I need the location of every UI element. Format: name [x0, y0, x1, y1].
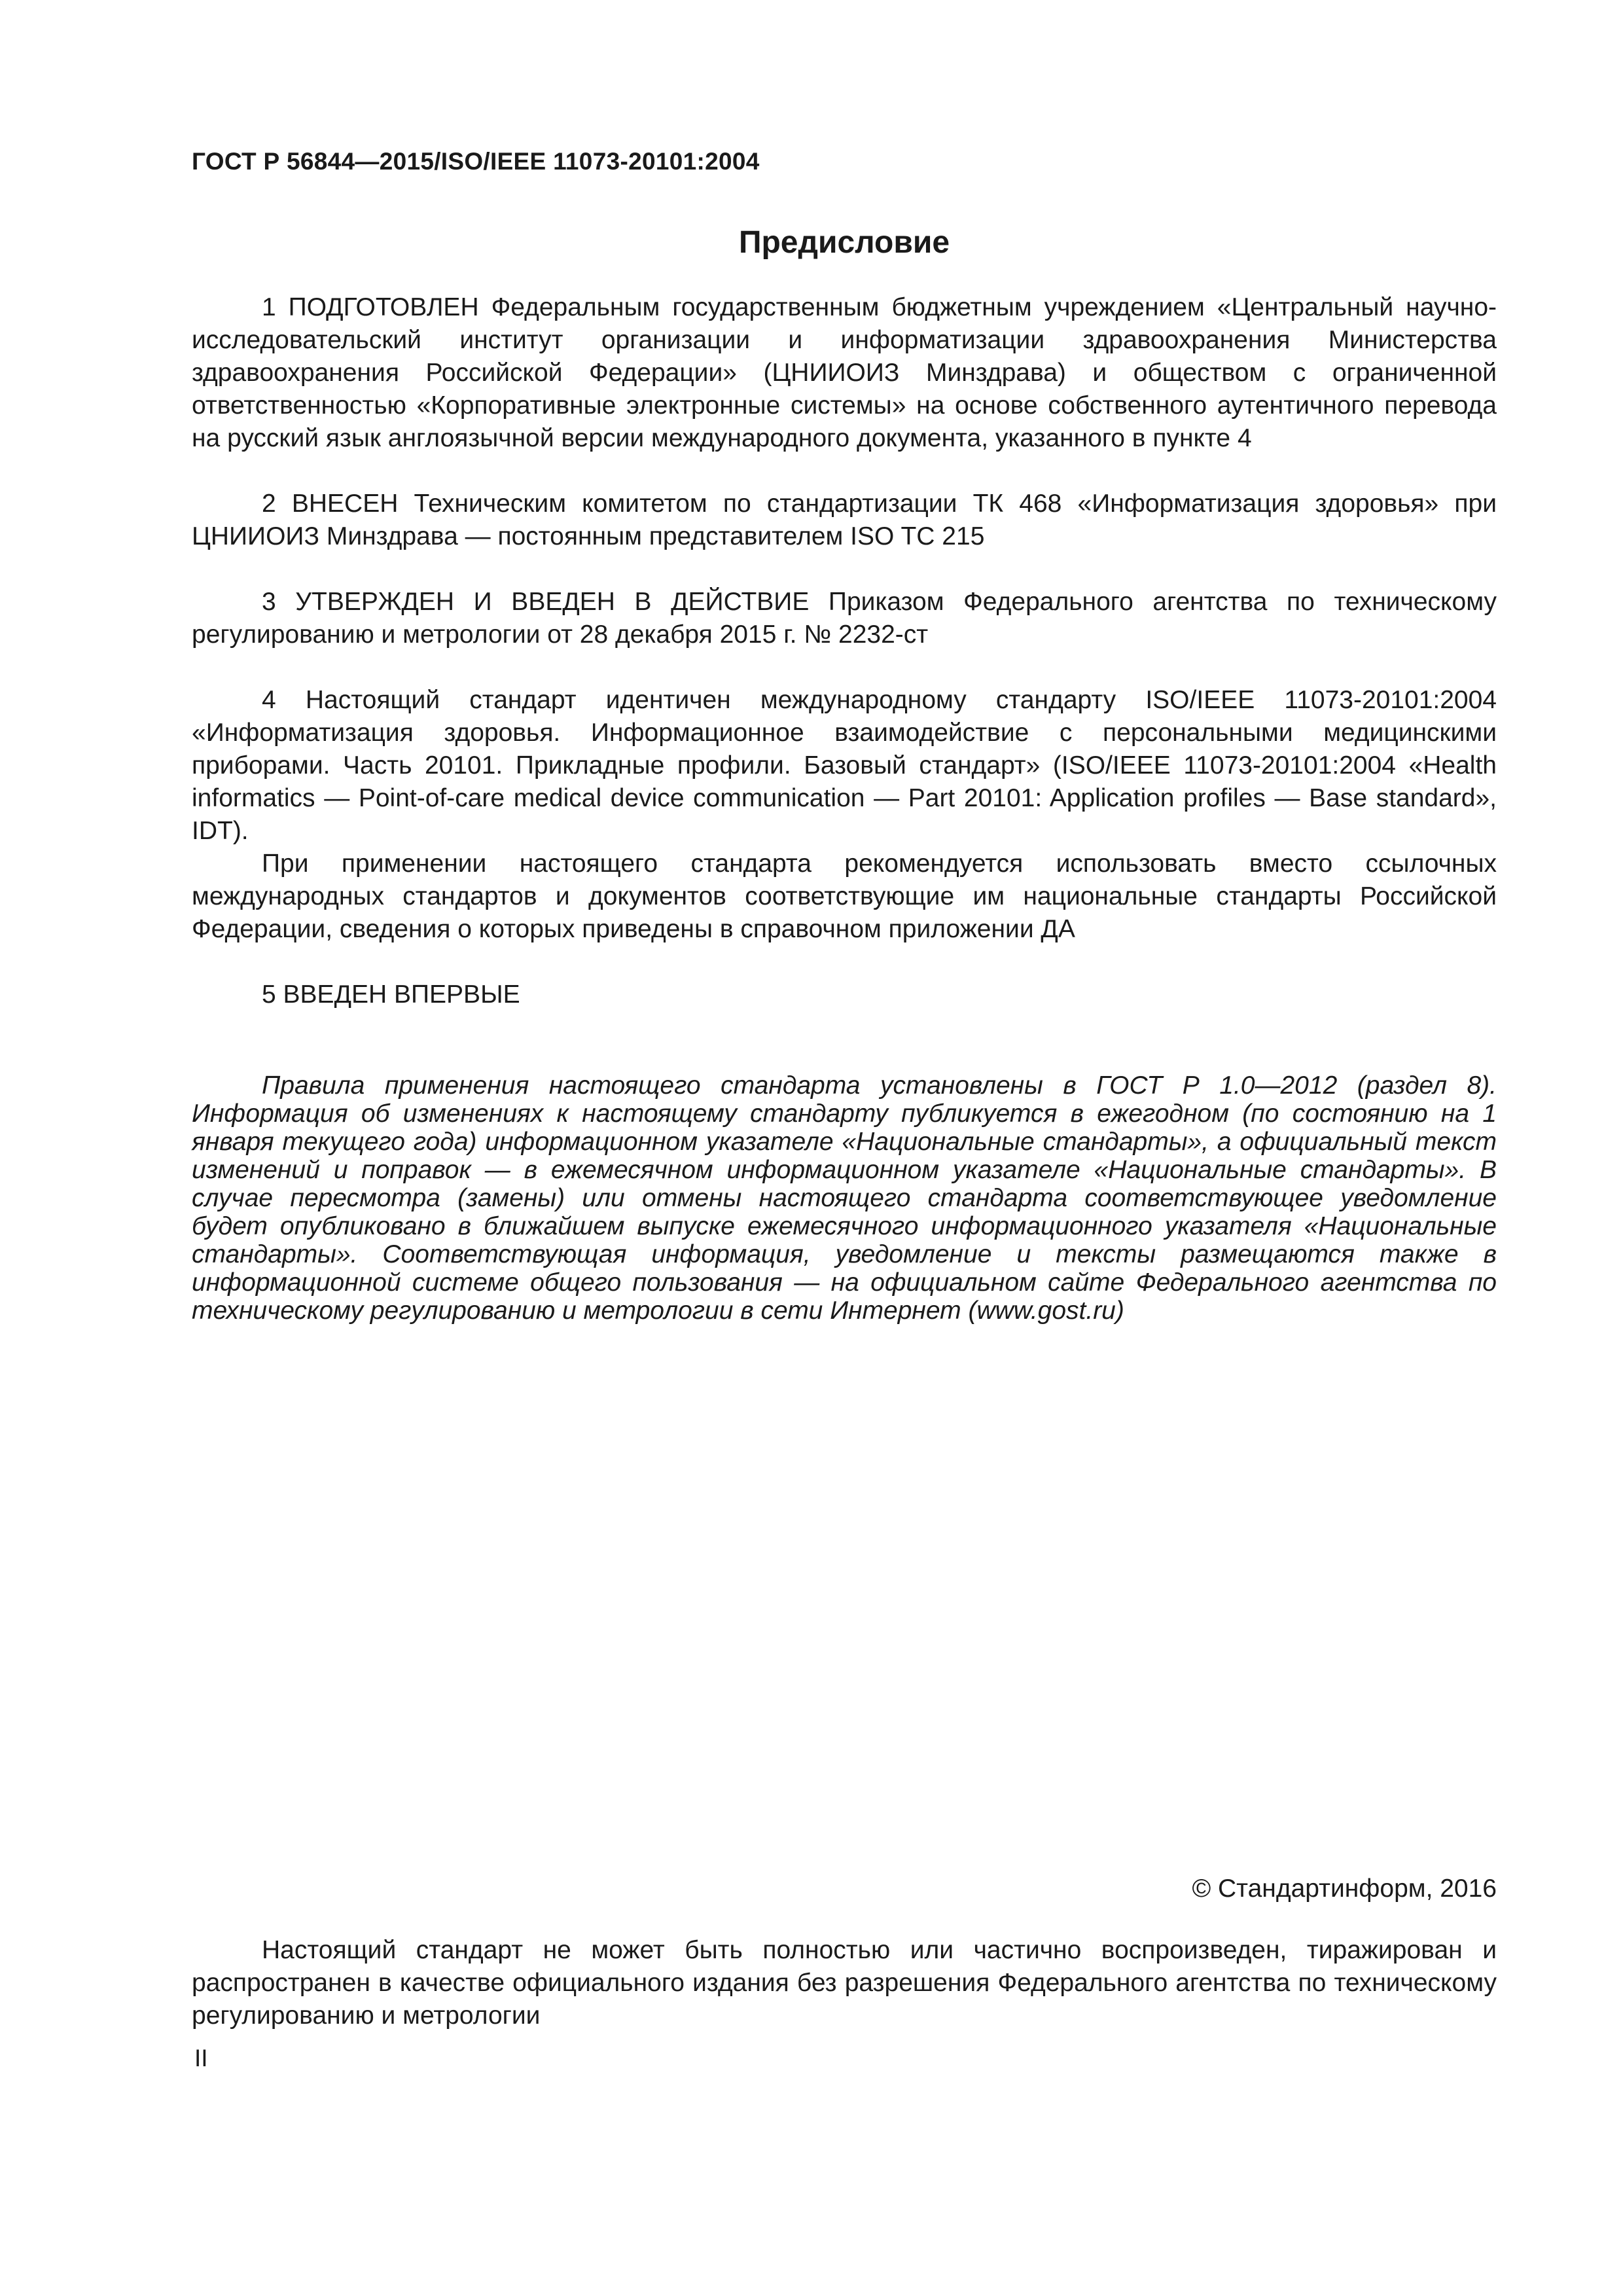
rules-notice: Правила применения настоящего стандарта установлены в ГОСТ Р 1.0—2012 (раздел 8). Информация об изменениях к настоящему стандарту публикуется в ежегодном (по состоянию на 1 января текущего года) информационном указателе «Национальные стандарты», а официальный текст изменений и поправок — в ежемесячном информационном указателе «Национальные стандарты». В случае пересмотра (замены) или отмены настоящего стандарта соответствующее уведомление будет опубликовано в ближайшем выпуске ежемесячного информационного указателя «Национальные стандарты». Соответствующая информация, уведомление и тексты размещаются также в информационной системе общего пользования — на официальном сайте Федерального агентства по техническому регулированию и метрологии в сети Интернет (www.gost.ru) — [192, 1071, 1497, 1325]
page-title: Предисловие — [738, 225, 950, 260]
paragraph-application-note: При применении настоящего стандарта рекомендуется использовать вместо ссылочных международных стандартов и документов соответствующие им национальные стандарты Российской Федерации, сведения о которых приведены в справочном приложении ДА — [192, 850, 1497, 943]
copyright-line: © Стандартинформ, 2016 — [1192, 1874, 1497, 1903]
page-number: II — [194, 2045, 208, 2072]
paragraph-introduced-first: 5 ВВЕДЕН ВПЕРВЫЕ — [262, 980, 520, 1009]
reproduction-notice: Настоящий стандарт не может быть полностью или частично воспроизведен, тиражирован и распространен в качестве официального издания без разрешения Федерального агентства по техническому регулированию и метрологии — [192, 1936, 1497, 2030]
foreword-body — [192, 291, 1497, 1011]
document-code-header: ГОСТ Р 56844—2015/ISO/IEEE 11073-20101:2004 — [192, 148, 760, 175]
paragraph-approved: 3 УТВЕРЖДЕН И ВВЕДЕН В ДЕЙСТВИЕ Приказом Федерального агентства по техническому регулированию и метрологии от 28 декабря 2015 г. № 2232-ст — [192, 588, 1497, 649]
paragraph-prepared: 1 ПОДГОТОВЛЕН Федеральным государственным бюджетным учреждением «Центральный научно-исследовательский институт организации и информатизации здравоохранения Министерства здравоохранения Российской Федерации» (ЦНИИОИЗ Минздрава) и обществом с ограниченной ответственностью «Корпоративные электронные системы» на основе собственного аутентичного перевода на русский язык англоязычной версии международного документа, указанного в пункте 4 — [192, 293, 1497, 452]
paragraph-submitted: 2 ВНЕСЕН Техническим комитетом по стандартизации ТК 468 «Информатизация здоровья» при ЦНИИОИЗ Минздрава — постоянным представителем ISO TC 215 — [192, 490, 1497, 550]
paragraph-identical-standard: 4 Настоящий стандарт идентичен международному стандарту ISO/IEEE 11073-20101:2004 «Информатизация здоровья. Информационное взаимодействие с персональными медицинскими приборами. Часть 20101. Прикладные профили. Базовый стандарт» (ISO/IEEE 11073-20101:2004 «Health informatics — Point-of-care medical device communication — Part 20101: Application profiles — Base standard», IDT). — [192, 686, 1497, 845]
